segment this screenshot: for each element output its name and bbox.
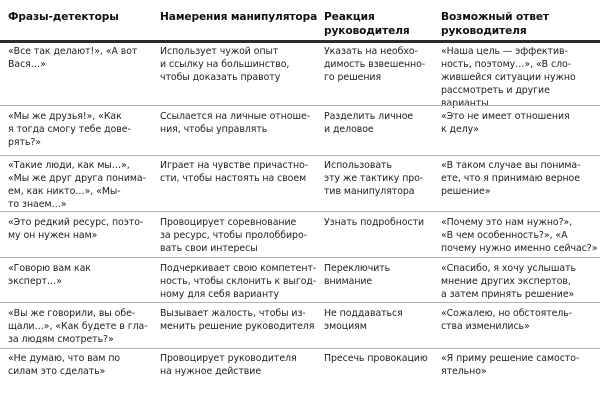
row-5-answer: «Спасибо, я хочу услышать мнение других экспертов, а затем принять решение» <box>441 263 577 300</box>
row-5-intent: Подчеркивает свою компетент- ность, чтобы склонить к выгод- ному для себя варианту <box>160 263 317 300</box>
row-divider <box>0 155 600 156</box>
row-3-answer: «В таком случае вы понима- ете, что я принимаю верное решение» <box>441 160 581 197</box>
row-6-reaction: Не поддаваться эмоциям <box>324 308 403 332</box>
row-1-intent: Использует чужой опыт и ссылку на большинство, чтобы доказать правоту <box>160 46 290 83</box>
row-5-phrase: «Говорю вам как эксперт…» <box>8 263 91 287</box>
header-divider <box>0 40 600 43</box>
row-4-reaction: Узнать подробности <box>324 217 425 228</box>
header-answer: Возможный ответ руководителя <box>441 11 549 37</box>
row-3-phrase: «Такие люди, как мы…», «Мы же друг друга понима- ем, как никто…», «Мы- то знаем…» <box>8 160 146 210</box>
row-2-reaction: Разделить личное и деловое <box>324 111 414 135</box>
row-2-answer: «Это не имеет отношения к делу» <box>441 111 570 135</box>
row-3-reaction: Использовать эту же тактику про- тив манипулятора <box>324 160 424 197</box>
row-6-phrase: «Вы же говорили, вы обе- щали…», «Как будете в гла- за людям смотреть?» <box>8 308 148 345</box>
row-divider <box>0 348 600 349</box>
row-3-intent: Играет на чувстве причастно- сти, чтобы настоять на своем <box>160 160 309 184</box>
row-4-answer: «Почему это нам нужно?», «В чем особенность?», «А почему нужно именно сейчас?» <box>441 217 598 254</box>
header-phrases: Фразы-детекторы <box>8 11 119 23</box>
row-divider <box>0 257 600 258</box>
row-7-intent: Провоцирует руководителя на нужное действие <box>160 353 297 377</box>
row-7-reaction: Пресечь провокацию <box>324 353 428 364</box>
row-4-intent: Провоцирует соревнование за ресурс, чтобы пролоббиро- вать свои интересы <box>160 217 307 254</box>
row-6-answer: «Сожалею, но обстоятель- ства изменились» <box>441 308 573 332</box>
row-1-reaction: Указать на необхо- димость взвешенно- го решения <box>324 46 426 83</box>
row-6-intent: Вызывает жалость, чтобы из- менить решение руководителя <box>160 308 315 332</box>
row-5-reaction: Переключить внимание <box>324 263 391 287</box>
row-2-phrase: «Мы же друзья!», «Как я тогда смогу тебе дове- рять?» <box>8 111 131 148</box>
header-reaction: Реакция руководителя <box>324 11 410 37</box>
row-divider <box>0 211 600 212</box>
row-2-intent: Ссылается на личные отноше- ния, чтобы управлять <box>160 111 311 135</box>
row-1-phrase: «Все так делают!», «А вот Вася…» <box>8 46 138 70</box>
row-7-answer: «Я приму решение самосто- ятельно» <box>441 353 580 377</box>
row-divider <box>0 302 600 303</box>
header-intentions: Намерения манипулятора <box>160 11 318 23</box>
row-divider <box>0 105 600 106</box>
row-1-answer: «Наша цель — эффектив- ность, поэтому…», «В сло- жившейся ситуации нужно рассмотреть и другие варианты <box>441 46 576 109</box>
row-4-phrase: «Это редкий ресурс, поэто- му он нужен нам» <box>8 217 144 241</box>
row-7-phrase: «Не думаю, что вам по силам это сделать» <box>8 353 121 377</box>
